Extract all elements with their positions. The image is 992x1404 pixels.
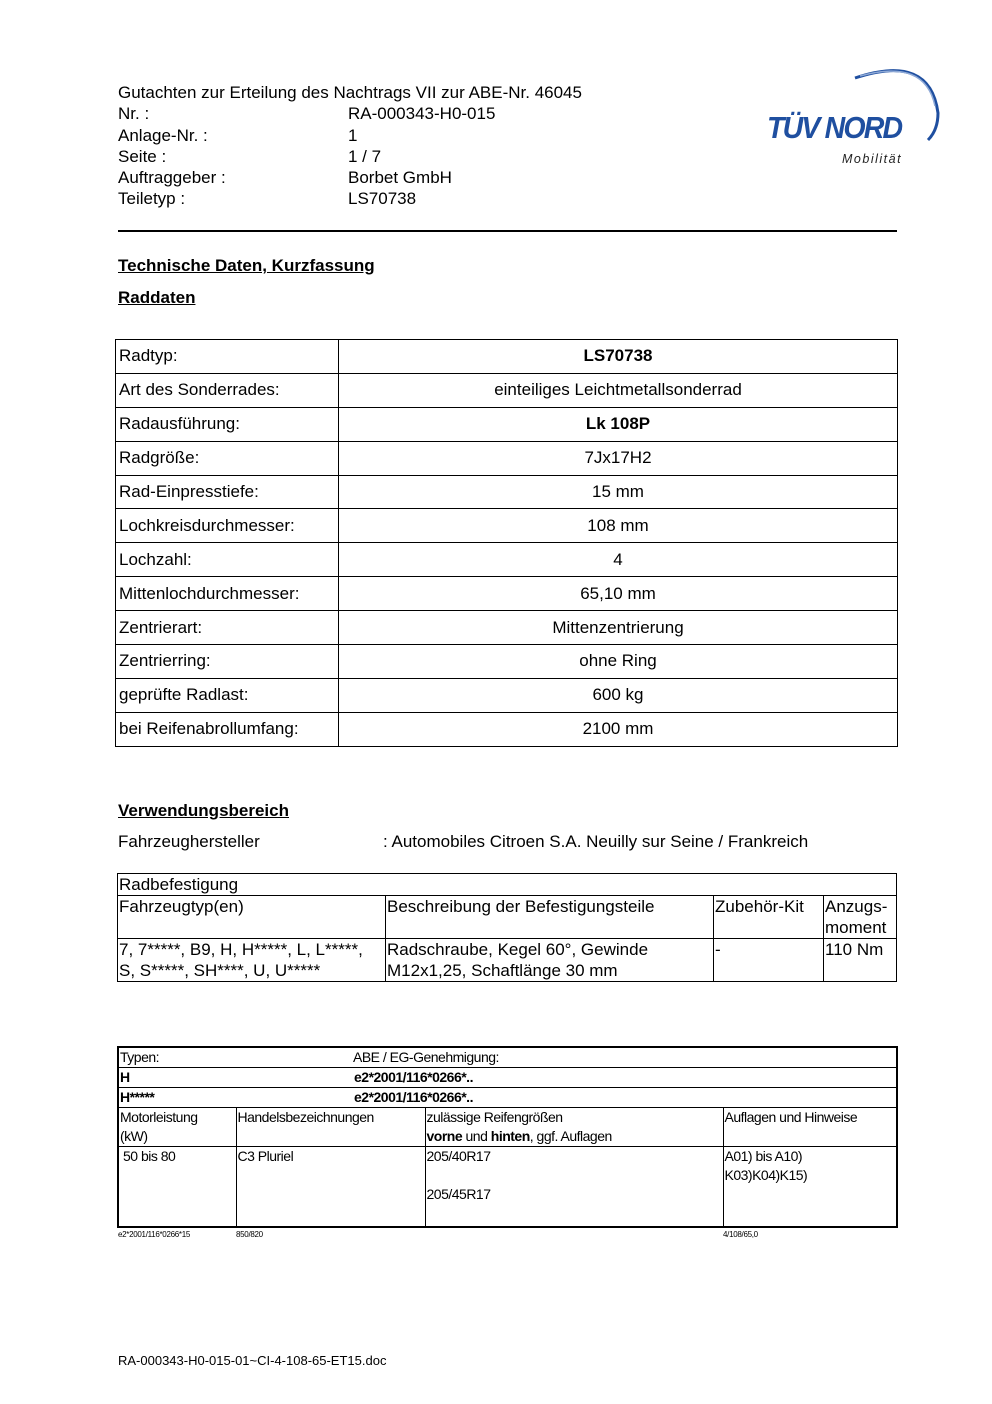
table-row [118,896,897,939]
manufacturer-value: : Automobiles Citroen S.A. Neuilly sur Seine / Frankreich [383,832,809,851]
abe-header-label [353,1047,897,1068]
header-value: RA-000343-H0-015 [348,104,496,124]
raddaten-key: Lochzahl: [116,543,339,577]
auflagen-line2: K03)K04)K15) [724,1167,808,1183]
header-row-anlage [118,125,582,146]
tuev-nord-logo [760,58,945,168]
desc-line2: M12x1,25, Schaftlänge 30 mm [387,961,618,980]
raddaten-value: 7Jx17H2 [339,441,898,475]
cell-fahrzeugtypen [118,939,386,982]
table-row [116,645,898,679]
motor-header-line2: (kW) [120,1128,148,1144]
radbefestigung-title: Radbefestigung [118,874,897,896]
typ-cell: H***** [118,1088,425,1108]
raddaten-key: Rad-Einpresstiefe: [116,475,339,509]
header-row-auftraggeber [118,167,582,188]
table-row [118,874,897,896]
typen-table [117,1046,898,1228]
raddaten-key: Lochkreisdurchmesser: [116,509,339,543]
col-handelsbezeichnungen: Handelsbezeichnungen [236,1108,425,1147]
cell-motor: 50 bis 80 [118,1147,236,1227]
header-anzugsmoment-line1: Anzugs- [825,897,888,916]
raddaten-value: 2100 mm [339,712,898,746]
raddaten-value: einteiliges Leichtmetallsonderrad [339,373,898,407]
raddaten-table [115,339,898,747]
header-divider [118,230,897,232]
reifen-line1: 205/40R17 [426,1148,491,1164]
raddaten-key: geprüfte Radlast: [116,678,339,712]
table-row [116,441,898,475]
footer-filename: RA-000343-H0-015-01~CI-4-108-65-ET15.doc [118,1353,387,1368]
typen-header-label: Typen: [118,1047,425,1068]
table-row [116,340,898,374]
manufacturer-label: Fahrzeughersteller [118,832,260,851]
header-zubehoer-kit: Zubehör-Kit [714,896,824,939]
raddaten-key: Zentrierring: [116,645,339,679]
header-value: Borbet GmbH [348,168,452,188]
header-row-nr [118,103,582,124]
raddaten-key: Art des Sonderrades: [116,373,339,407]
abe-value: e2*2001/116*0266*.. [354,1089,473,1105]
types-line1: 7, 7*****, B9, H, H*****, L, L*****, [119,940,363,959]
desc-line1: Radschraube, Kegel 60°, Gewinde [387,940,649,959]
raddaten-body [116,340,898,747]
cell-beschreibung [386,939,714,982]
reifen-line2: 205/45R17 [426,1186,491,1202]
section-title-technische-daten: Technische Daten, Kurzfassung [118,256,375,275]
abe-cell [354,1088,897,1108]
header-label: Anlage-Nr. : [118,125,208,145]
raddaten-key: Radausführung: [116,407,339,441]
logo-brand: TÜV NORD [767,110,902,145]
reifen-header-line2 [427,1127,722,1146]
raddaten-value: Mittenzentrierung [339,611,898,645]
reifen-hinten: hinten [490,1128,530,1144]
typ-cell: H [118,1068,425,1088]
header-label: Auftraggeber : [118,168,226,188]
table-row [118,1147,897,1227]
code-leistung: 850/820 [236,1230,263,1239]
radbefestigung-table [117,873,897,982]
types-line2: S, S*****, SH****, U, U***** [119,961,321,980]
table-row [116,509,898,543]
header-fahrzeugtyp: Fahrzeugtyp(en) [118,896,386,939]
raddaten-value: 4 [339,543,898,577]
raddaten-key: bei Reifenabrollumfang: [116,712,339,746]
header-anzugsmoment [824,896,897,939]
header-value: 1 [348,125,358,145]
raddaten-value: 108 mm [339,509,898,543]
table-row [116,712,898,746]
raddaten-value: Lk 108P [339,407,898,441]
cell-auflagen [723,1147,897,1227]
raddaten-key: Zentrierart: [116,611,339,645]
reifen-rest: , ggf. Auflagen [529,1128,612,1144]
abe-header-text: ABE / EG-Genehmigung: [353,1049,499,1065]
header-label: Seite : [118,146,167,166]
section-title-raddaten: Raddaten [118,288,196,307]
document-title: Gutachten zur Erteilung des Nachtrags VII zur ABE-Nr. 46045 [118,83,582,102]
header-row-seite [118,146,582,167]
raddaten-value: ohne Ring [339,645,898,679]
table-row [118,1068,897,1088]
raddaten-key: Radgröße: [116,441,339,475]
table-row [118,939,897,982]
logo-subtitle: Mobilität [842,152,903,166]
cell-handel: C3 Pluriel [236,1147,425,1227]
header-label: Teiletyp : [118,189,186,209]
reifen-header-line1: zulässige Reifengrößen [426,1109,563,1125]
table-row [116,475,898,509]
header-value: 1 / 7 [348,146,382,166]
reifen-und: und [462,1128,491,1144]
table-row [116,678,898,712]
table-row [118,1088,897,1108]
section-title-verwendungsbereich: Verwendungsbereich [118,801,289,820]
code-abe: e2*2001/116*0266*15 [118,1230,191,1239]
abe-value: e2*2001/116*0266*.. [354,1069,473,1085]
raddaten-value: 600 kg [339,678,898,712]
raddaten-key: Mittenlochdurchmesser: [116,577,339,611]
header-value: LS70738 [348,189,417,209]
col-auflagen: Auflagen und Hinweise [723,1108,897,1147]
raddaten-value: 15 mm [339,475,898,509]
table-row [116,373,898,407]
cell-zubehoer-kit: - [714,939,824,982]
reifen-spacer [427,1166,722,1185]
raddaten-key: Radtyp: [116,340,339,374]
table-row [116,407,898,441]
table-row [118,1047,897,1068]
table-row [116,611,898,645]
auflagen-line1: A01) bis A10) [724,1148,803,1164]
motor-header-line1: Motorleistung [120,1109,198,1125]
abe-cell [354,1068,897,1088]
header-beschreibung: Beschreibung der Befestigungsteile [386,896,714,939]
table-row [118,1108,897,1147]
code-lochkreis: 4/108/65,0 [723,1230,758,1239]
header-row-teiletyp [118,188,582,209]
cell-reifen [425,1147,723,1227]
raddaten-value: 65,10 mm [339,577,898,611]
col-reifengroessen [425,1108,723,1147]
document-header [118,82,582,210]
header-anzugsmoment-line2: moment [825,918,887,937]
raddaten-value: LS70738 [339,340,898,374]
table-row [116,543,898,577]
header-label: Nr. : [118,104,150,124]
manufacturer-line [118,832,808,852]
cell-anzugsmoment: 110 Nm [824,939,897,982]
table-row [116,577,898,611]
reifen-vorne: vorne [426,1128,463,1144]
col-motorleistung [118,1108,236,1147]
